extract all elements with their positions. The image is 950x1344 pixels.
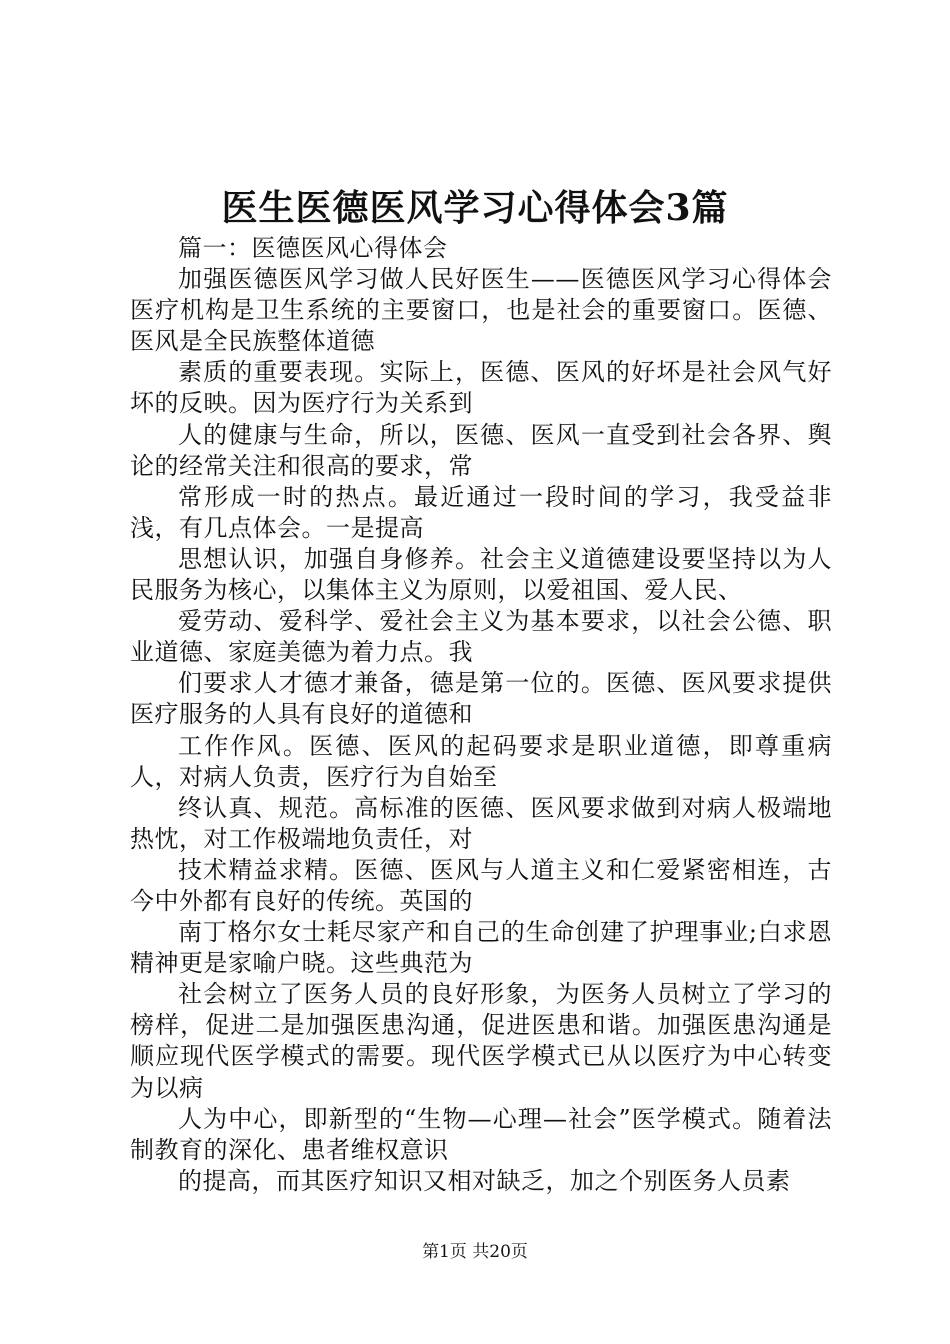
paragraph: 常形成一时的热点。最近通过一段时间的学习，我受益非浅，有几点体会。一是提高 — [130, 482, 832, 542]
paragraph: 的提高，而其医疗知识又相对缺乏，加之个别医务人员素 — [178, 1166, 791, 1195]
paragraph: 人为中心，即新型的“生物—心理—社会”医学模式。随着法制教育的深化、患者维权意识 — [130, 1104, 832, 1164]
paragraph: 爱劳动、爱科学、爱社会主义为基本要求，以社会公德、职业道德、家庭美德为着力点。我 — [130, 607, 832, 667]
paragraph: 思想认识，加强自身修养。社会主义道德建设要坚持以为人民服务为核心，以集体主义为原则，以爱祖国、爱人民、 — [130, 544, 832, 605]
paragraph: 工作作风。医德、医风的起码要求是职业道德，即尊重病人，对病人负责，医疗行为自始至 — [130, 731, 832, 791]
paragraph: 终认真、规范。高标准的医德、医风要求做到对病人极端地热忱，对工作极端地负责任，对 — [130, 793, 832, 853]
paragraph: 人的健康与生命，所以，医德、医风一直受到社会各界、舆论的经常关注和很高的要求，常 — [130, 420, 832, 480]
paragraph: 社会树立了医务人员的良好形象，为医务人员树立了学习的榜样，促进二是加强医患沟通，促进医患和谐。加强医患沟通是顺应现代医学模式的需要。现代医学模式已从以医疗为中心转变为以病 — [130, 980, 832, 1102]
paragraph: 素质的重要表现。实际上，医德、医风的好坏是社会风气好坏的反映。因为医疗行为关系到 — [130, 358, 832, 418]
document-title: 医生医德医风学习心得体会3篇 — [221, 187, 729, 229]
document-body — [130, 233, 832, 1197]
paragraph: 南丁格尔女士耗尽家产和自己的生命创建了护理事业;白求恩精神更是家喻户晓。这些典范为 — [130, 918, 832, 978]
paragraph: 加强医德医风学习做人民好医生——医德医风学习心得体会医疗机构是卫生系统的主要窗口，也是社会的重要窗口。医德、医风是全民族整体道德 — [130, 265, 832, 356]
paragraph: 技术精益求精。医德、医风与人道主义和仁爱紧密相连，古今中外都有良好的传统。英国的 — [130, 855, 832, 915]
page-number-footer: 第1页 共20页 — [422, 1242, 528, 1262]
paragraph: 们要求人才德才兼备，德是第一位的。医德、医风要求提供医疗服务的人具有良好的道德和 — [130, 669, 832, 729]
paragraph: 篇一：医德医风心得体会 — [178, 234, 448, 262]
